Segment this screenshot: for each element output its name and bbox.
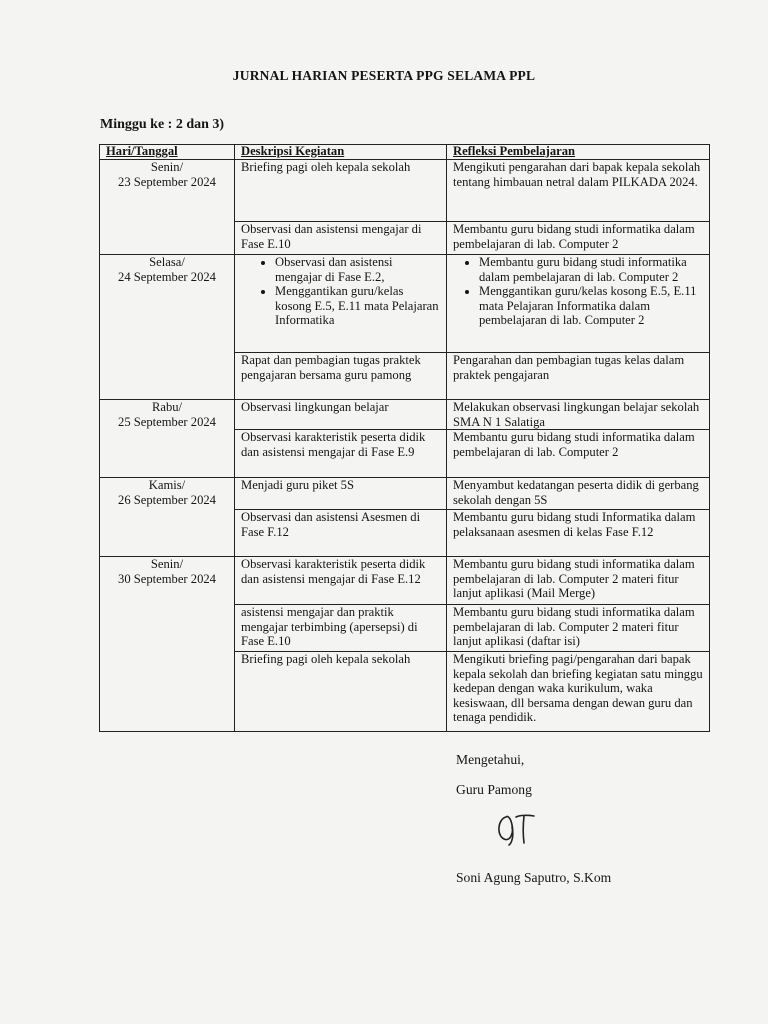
- activity-cell: Observasi karakteristik peserta didik dan asistensi mengajar di Fase E.9: [235, 430, 447, 478]
- activity-cell: Rapat dan pembagian tugas praktek pengajaran bersama guru pamong: [235, 353, 447, 400]
- journal-table: [99, 144, 710, 732]
- day-date: 25 September 2024: [118, 414, 216, 429]
- header-day: Hari/Tanggal: [100, 145, 235, 160]
- day-name: Kamis/: [148, 478, 186, 492]
- week-label: Minggu ke : 2 dan 3): [100, 117, 225, 132]
- day-name: Senin/: [150, 160, 184, 174]
- day-cell: [100, 478, 235, 557]
- list-item: • Menggantikan guru/kelas kosong E.5, E.11 mata Pelajaran Informatika dalam pembelajaran di lab. Computer 2: [479, 284, 703, 328]
- table-header-row: [100, 145, 710, 160]
- reflection-cell: Melakukan observasi lingkungan belajar sekolah SMA N 1 Salatiga: [447, 400, 710, 430]
- day-name: Senin/: [150, 557, 184, 571]
- reflection-cell: Membantu guru bidang studi informatika dalam pembelajaran di lab. Computer 2 materi fitur lanjut aplikasi (daftar isi): [447, 605, 710, 652]
- table-row: [100, 255, 710, 353]
- list-item: • Observasi dan asistensi mengajar di Fase E.2,: [275, 255, 440, 284]
- document-title: JURNAL HARIAN PESERTA PPG SELAMA PPL: [232, 68, 536, 83]
- reflection-cell: Mengikuti briefing pagi/pengarahan dari bapak kepala sekolah dan briefing kegiatan satu minggu kedepan dengan waka kurikulum, waka kesiswaan, dll bersama dengan dewan guru dan tenaga pendidik.: [447, 652, 710, 732]
- header-activity: Deskripsi Kegiatan: [235, 145, 447, 160]
- list-item: • Membantu guru bidang studi informatika dalam pembelajaran di lab. Computer 2: [479, 255, 703, 284]
- activity-cell: Briefing pagi oleh kepala sekolah: [235, 160, 447, 222]
- activity-list: [241, 255, 440, 328]
- activity-cell: asistensi mengajar dan praktik mengajar terbimbing (apersepsi) di Fase E.10: [235, 605, 447, 652]
- table-row: [100, 478, 710, 510]
- signer-name: Soni Agung Saputro, S.Kom: [456, 870, 612, 885]
- reflection-cell: Membantu guru bidang studi Informatika dalam pelaksanaan asesmen di kelas Fase F.12: [447, 510, 710, 557]
- table-row: [100, 557, 710, 605]
- handwritten-signature: [490, 805, 538, 849]
- reflection-cell: Membantu guru bidang studi informatika dalam pembelajaran di lab. Computer 2: [447, 222, 710, 255]
- reflection-cell: Menyambut kedatangan peserta didik di gerbang sekolah dengan 5S: [447, 478, 710, 510]
- day-cell: [100, 255, 235, 400]
- reflection-cell: [447, 255, 710, 353]
- reflection-cell: Pengarahan dan pembagian tugas kelas dalam praktek pengajaran: [447, 353, 710, 400]
- activity-cell: [235, 255, 447, 353]
- activity-cell: Menjadi guru piket 5S: [235, 478, 447, 510]
- reflection-cell: Membantu guru bidang studi informatika dalam pembelajaran di lab. Computer 2 materi fitur lanjut aplikasi (Mail Merge): [447, 557, 710, 605]
- day-date: 30 September 2024: [118, 571, 216, 586]
- day-name: Rabu/: [151, 400, 183, 414]
- table-row: [100, 400, 710, 430]
- acknowledged-label: Mengetahui,: [456, 752, 525, 767]
- activity-cell: Observasi dan asistensi Asesmen di Fase F.12: [235, 510, 447, 557]
- activity-cell: Observasi karakteristik peserta didik dan asistensi mengajar di Fase E.12: [235, 557, 447, 605]
- day-date: 26 September 2024: [118, 492, 216, 507]
- day-cell: [100, 160, 235, 255]
- reflection-list: [453, 255, 703, 328]
- reflection-cell: Mengikuti pengarahan dari bapak kepala sekolah tentang himbauan netral dalam PILKADA 2024.: [447, 160, 710, 222]
- header-reflection: Refleksi Pembelajaran: [447, 145, 710, 160]
- signer-role: Guru Pamong: [456, 782, 532, 797]
- reflection-cell: Membantu guru bidang studi informatika dalam pembelajaran di lab. Computer 2: [447, 430, 710, 478]
- activity-cell: Briefing pagi oleh kepala sekolah: [235, 652, 447, 732]
- day-cell: [100, 557, 235, 732]
- day-name: Selasa/: [149, 255, 185, 269]
- activity-cell: Observasi dan asistensi mengajar di Fase E.10: [235, 222, 447, 255]
- day-date: 24 September 2024: [118, 269, 216, 284]
- activity-cell: Observasi lingkungan belajar: [235, 400, 447, 430]
- list-item: • Menggantikan guru/kelas kosong E.5, E.11 mata Pelajaran Informatika: [275, 284, 440, 328]
- day-date: 23 September 2024: [118, 174, 216, 189]
- day-cell: [100, 400, 235, 478]
- table-row: [100, 160, 710, 222]
